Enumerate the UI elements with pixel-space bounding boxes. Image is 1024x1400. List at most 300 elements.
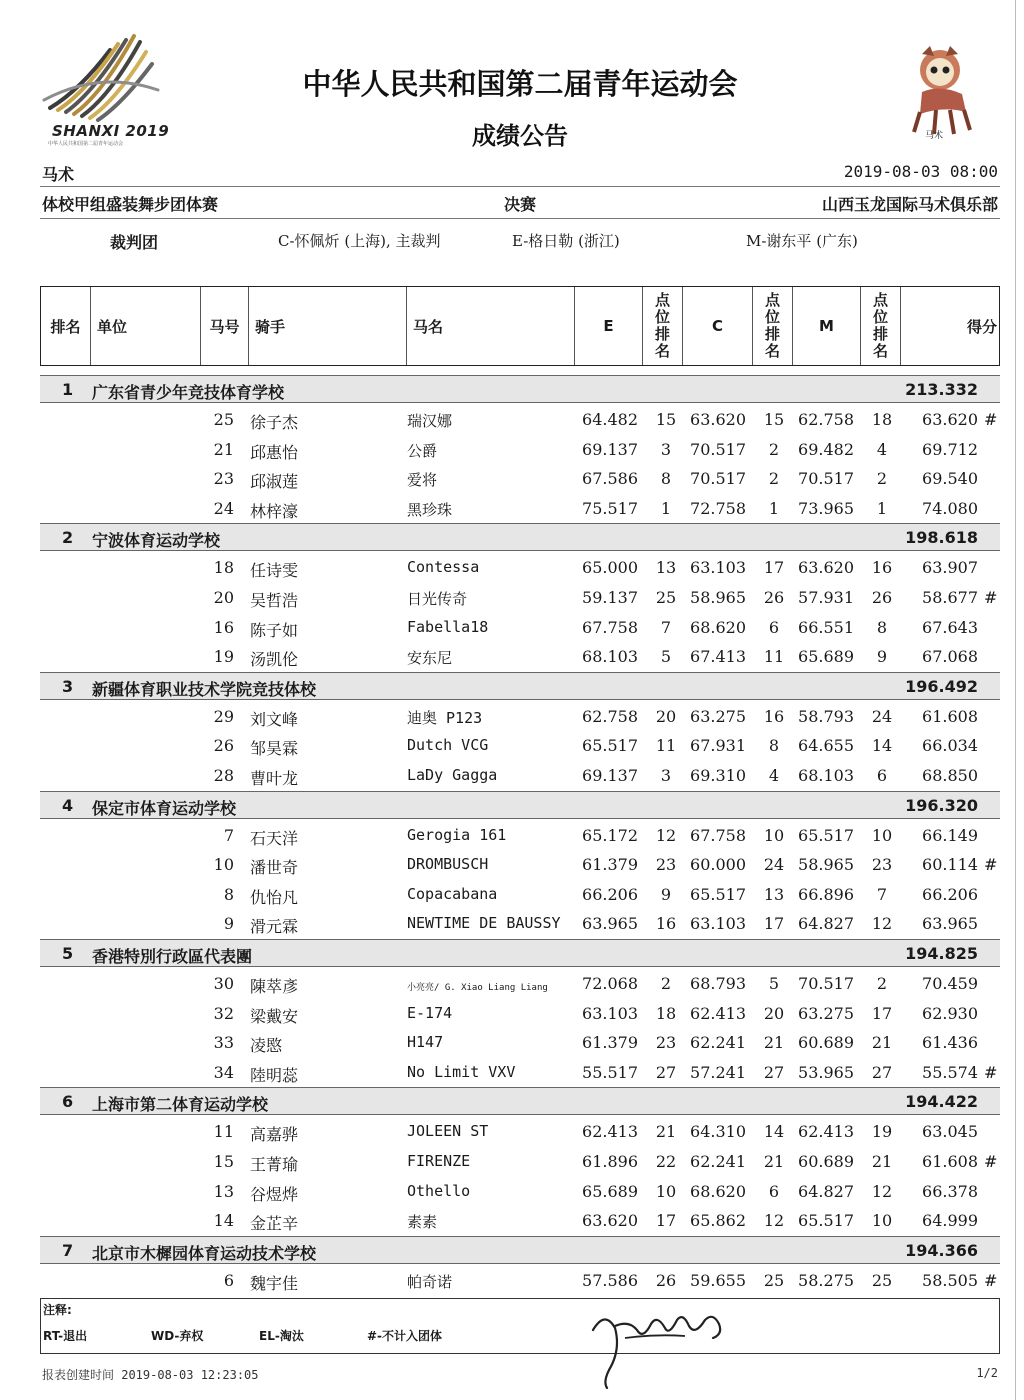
horse-number: 19	[213, 647, 234, 667]
score-c: 68.620	[690, 617, 746, 637]
rank-c: 10	[763, 825, 785, 845]
score-c: 68.620	[690, 1181, 746, 1201]
horse-number: 16	[213, 617, 234, 637]
notes-title: 注释:	[43, 1303, 72, 1317]
score-e: 61.379	[582, 855, 638, 875]
rank-c: 13	[763, 884, 785, 904]
score-c: 65.862	[690, 1211, 746, 1231]
rank-c: 16	[763, 706, 785, 726]
final-score: 66.034	[922, 736, 978, 756]
team-total: 196.492	[905, 676, 978, 696]
page-title: 中华人民共和国第二届青年运动会	[302, 67, 738, 101]
score-m: 63.620	[798, 558, 854, 578]
page-number: 1/2	[976, 1366, 998, 1380]
final-score: 66.206	[922, 884, 978, 904]
rank-e: 11	[655, 736, 677, 756]
score-e: 65.000	[582, 558, 638, 578]
rank-c: 8	[768, 736, 780, 756]
horse-name: FIRENZE	[407, 1152, 471, 1170]
col-rank: 排名	[41, 287, 91, 365]
drop-flag: #	[984, 588, 998, 607]
rider-name: 陸明蕊	[250, 1065, 299, 1085]
score-e: 65.689	[582, 1181, 638, 1201]
final-score: 66.149	[922, 825, 978, 845]
notes-box	[40, 1298, 1000, 1354]
score-m: 70.517	[798, 469, 854, 489]
score-e: 67.758	[582, 617, 638, 637]
score-e: 59.137	[582, 588, 638, 607]
team-unit: 宁波体育运动学校	[92, 531, 221, 551]
rider-name: 林梓濠	[250, 501, 299, 521]
score-e: 69.137	[582, 766, 638, 785]
score-c: 64.310	[690, 1122, 746, 1142]
score-e: 61.896	[582, 1152, 638, 1171]
rider-name: 刘文峰	[250, 709, 299, 729]
horse-number: 33	[213, 1033, 234, 1053]
horse-number: 25	[213, 410, 234, 429]
horse-name: Copacabana	[407, 884, 498, 903]
horse-number: 26	[213, 736, 234, 756]
rank-c: 17	[763, 914, 785, 934]
rider-name: 凌愍	[250, 1036, 283, 1056]
score-m: 62.758	[798, 410, 854, 429]
rank-e: 10	[655, 1181, 677, 1201]
score-c: 58.965	[690, 588, 746, 607]
score-c: 57.241	[690, 1062, 746, 1082]
horse-name: H147	[407, 1033, 444, 1052]
page-subtitle: 成绩公告	[472, 122, 568, 150]
rank-e: 16	[655, 914, 677, 934]
horse-number: 28	[213, 766, 234, 785]
team-total: 194.422	[905, 1092, 978, 1112]
score-c: 65.517	[690, 884, 746, 904]
rider-row	[40, 761, 1000, 790]
note-hash: #-不计入团体	[367, 1329, 443, 1343]
page-edge	[1015, 0, 1016, 1400]
rank-c: 14	[763, 1122, 785, 1142]
rider-row	[40, 1147, 1000, 1176]
rank-e: 3	[660, 766, 672, 785]
final-score: 74.080	[922, 498, 978, 518]
horse-number: 8	[223, 884, 234, 904]
col-horse-no: 马号	[201, 287, 249, 365]
horse-number: 24	[213, 498, 234, 518]
rider-row	[40, 613, 1000, 642]
score-e: 65.172	[582, 825, 638, 845]
mascot-icon	[900, 40, 980, 140]
horse-number: 30	[213, 974, 234, 993]
rider-name: 魏宇佳	[250, 1273, 299, 1293]
horse-name: JOLEEN ST	[407, 1122, 489, 1141]
rank-m: 21	[871, 1152, 893, 1171]
rank-c: 12	[763, 1211, 785, 1231]
final-score: 63.965	[922, 914, 978, 934]
horse-name: Contessa	[407, 558, 480, 577]
rider-name: 潘世奇	[250, 858, 299, 878]
score-m: 65.517	[798, 1211, 854, 1231]
note-wd: WD-弃权	[151, 1329, 204, 1343]
rank-m: 19	[871, 1122, 893, 1142]
rank-c: 5	[768, 974, 780, 993]
score-c: 67.413	[690, 647, 746, 667]
final-score: 67.643	[922, 617, 978, 637]
score-m: 62.413	[798, 1122, 854, 1142]
rank-c: 6	[768, 617, 780, 637]
horse-name: 瑞汉娜	[407, 412, 453, 430]
score-e: 65.517	[582, 736, 638, 756]
rank-e: 9	[660, 884, 672, 904]
rider-name: 汤凯伦	[250, 650, 299, 670]
col-horse: 马名	[407, 287, 575, 365]
horse-number: 13	[213, 1181, 234, 1201]
rank-m: 26	[871, 588, 893, 607]
rider-row	[40, 642, 1000, 671]
rider-row	[40, 1177, 1000, 1206]
rider-row	[40, 583, 1000, 612]
rank-c: 15	[763, 410, 785, 429]
team-row	[40, 939, 1000, 967]
rank-e: 12	[655, 825, 677, 845]
final-score: 61.436	[922, 1033, 978, 1053]
rank-m: 2	[876, 974, 888, 993]
rider-name: 徐子杰	[250, 413, 299, 432]
score-m: 69.482	[798, 439, 854, 459]
horse-name: DROMBUSCH	[407, 855, 489, 874]
logo-text: SHANXI 2019	[52, 122, 170, 140]
score-m: 60.689	[798, 1152, 854, 1171]
score-c: 69.310	[690, 766, 746, 785]
final-score: 60.114	[922, 855, 978, 875]
score-c: 72.758	[690, 498, 746, 518]
col-c: C	[683, 287, 753, 365]
final-score: 63.907	[922, 558, 978, 578]
score-m: 63.275	[798, 1003, 854, 1023]
horse-number: 14	[213, 1211, 234, 1231]
horse-name: 小亮亮/ G. Xiao Liang Liang	[407, 983, 548, 993]
team-row	[40, 523, 1000, 551]
score-e: 63.620	[582, 1211, 638, 1231]
score-e: 68.103	[582, 647, 638, 667]
team-rank: 2	[62, 528, 74, 548]
final-score: 61.608	[922, 1152, 978, 1171]
rank-e: 23	[655, 855, 677, 875]
rider-name: 邱淑莲	[250, 472, 299, 492]
col-m: M	[793, 287, 861, 365]
logo-subtext: 中华人民共和国第二届青年运动会	[48, 141, 124, 147]
rank-e: 25	[655, 588, 677, 607]
final-score: 55.574	[922, 1062, 978, 1082]
horse-name: Gerogia 161	[407, 825, 507, 844]
col-rider: 骑手	[249, 287, 407, 365]
rider-row	[40, 850, 1000, 879]
rank-e: 8	[660, 469, 672, 489]
divider	[40, 218, 1000, 219]
sport-name: 马术	[42, 165, 75, 184]
score-c: 63.103	[690, 558, 746, 578]
drop-flag: #	[984, 855, 998, 875]
score-e: 69.137	[582, 439, 638, 459]
team-row	[40, 1087, 1000, 1115]
final-score: 58.677	[922, 588, 978, 607]
score-e: 63.965	[582, 914, 638, 934]
rank-m: 23	[871, 855, 893, 875]
horse-number: 6	[223, 1270, 234, 1290]
horse-name: 爱将	[407, 471, 438, 490]
note-rt: RT-退出	[43, 1329, 88, 1343]
rank-e: 1	[660, 498, 672, 518]
col-c-rank: 点 位 排 名	[753, 287, 793, 365]
final-score: 64.999	[922, 1211, 978, 1231]
rank-e: 22	[655, 1152, 677, 1171]
score-m: 64.827	[798, 914, 854, 934]
rank-e: 7	[660, 617, 672, 637]
team-total: 196.320	[905, 795, 978, 815]
horse-number: 32	[213, 1003, 234, 1023]
final-score: 63.620	[922, 410, 978, 429]
team-row	[40, 1236, 1000, 1264]
rank-m: 6	[876, 766, 888, 785]
rank-m: 2	[876, 469, 888, 489]
rank-c: 17	[763, 558, 785, 578]
horse-name: No Limit VXV	[407, 1062, 516, 1081]
judges-label: 裁判团	[110, 233, 159, 252]
rank-m: 10	[871, 1211, 893, 1231]
rank-c: 27	[763, 1062, 785, 1082]
score-m: 68.103	[798, 766, 854, 785]
rider-row	[40, 553, 1000, 582]
score-c: 67.758	[690, 825, 746, 845]
score-e: 57.586	[582, 1270, 638, 1290]
rank-c: 26	[763, 588, 785, 607]
rank-m: 18	[871, 410, 893, 429]
score-m: 65.689	[798, 647, 854, 667]
rider-row	[40, 405, 1000, 434]
horse-name: Dutch VCG	[407, 736, 489, 755]
team-row	[40, 791, 1000, 819]
rider-row	[40, 999, 1000, 1028]
horse-number: 20	[213, 588, 234, 607]
rank-e: 5	[660, 647, 672, 667]
results-table	[40, 286, 1000, 366]
rank-c: 1	[768, 498, 780, 518]
team-rank: 4	[62, 795, 74, 815]
event-name: 体校甲组盛装舞步团体赛	[42, 195, 219, 214]
horse-name: 黑珍珠	[407, 500, 453, 519]
horse-number: 29	[213, 706, 234, 726]
horse-name: Othello	[407, 1181, 471, 1200]
score-m: 64.827	[798, 1181, 854, 1201]
rank-m: 8	[876, 617, 888, 637]
table-header	[40, 286, 1000, 366]
score-m: 57.931	[798, 588, 854, 607]
divider	[40, 186, 1000, 187]
drop-flag: #	[984, 1062, 998, 1082]
rider-row	[40, 494, 1000, 523]
rank-m: 1	[876, 498, 888, 518]
score-m: 65.517	[798, 825, 854, 845]
score-c: 62.241	[690, 1033, 746, 1053]
rider-row	[40, 731, 1000, 760]
rider-row	[40, 702, 1000, 731]
horse-number: 18	[213, 558, 234, 578]
team-rank: 7	[62, 1240, 74, 1260]
score-e: 63.103	[582, 1003, 638, 1023]
rider-name: 陈子如	[250, 620, 299, 640]
col-score: 得分	[966, 317, 997, 336]
team-total: 213.332	[905, 380, 978, 399]
team-unit: 香港特別行政區代表團	[92, 947, 253, 966]
score-e: 55.517	[582, 1062, 638, 1082]
horse-name: 素素	[407, 1213, 438, 1232]
horse-number: 34	[213, 1062, 234, 1082]
rider-name: 任诗雯	[250, 561, 299, 581]
event-venue: 山西玉龙国际马术俱乐部	[821, 195, 998, 214]
rider-name: 高嘉骅	[250, 1125, 299, 1145]
rider-row	[40, 435, 1000, 464]
rank-m: 12	[871, 914, 893, 934]
horse-number: 23	[213, 469, 234, 489]
final-score: 63.045	[922, 1122, 978, 1142]
judge-c: C-怀佩炘 (上海), 主裁判	[278, 232, 441, 250]
rider-row	[40, 1206, 1000, 1235]
rank-c: 25	[763, 1270, 785, 1290]
rank-m: 9	[876, 647, 888, 667]
horse-name: 公爵	[407, 441, 438, 460]
rank-e: 27	[655, 1062, 677, 1082]
score-c: 70.517	[690, 469, 746, 489]
rank-m: 10	[871, 825, 893, 845]
horse-number: 7	[223, 825, 234, 845]
rider-row	[40, 1028, 1000, 1057]
rank-e: 2	[660, 974, 672, 993]
rank-e: 17	[655, 1211, 677, 1231]
rank-c: 11	[763, 647, 785, 667]
rank-e: 15	[655, 410, 677, 429]
horse-number: 9	[223, 914, 234, 934]
drop-flag: #	[984, 1270, 998, 1290]
final-score: 61.608	[922, 706, 978, 726]
col-e-rank: 点 位 排 名	[643, 287, 683, 365]
score-m: 53.965	[798, 1062, 854, 1082]
rank-e: 21	[655, 1122, 677, 1142]
drop-flag: #	[984, 410, 998, 429]
rank-c: 24	[763, 855, 785, 875]
event-phase: 决赛	[504, 195, 537, 214]
score-c: 59.655	[690, 1270, 746, 1290]
report-created: 报表创建时间 2019-08-03 12:23:05	[42, 1368, 259, 1382]
horse-name: 迪奥 P123	[407, 708, 483, 727]
horse-name: 帕奇诺	[407, 1272, 453, 1291]
rank-m: 25	[871, 1270, 893, 1290]
rank-m: 17	[871, 1003, 893, 1023]
rider-name: 曹叶龙	[250, 769, 299, 788]
rider-row	[40, 1117, 1000, 1146]
team-total: 198.618	[905, 528, 978, 548]
rider-row	[40, 464, 1000, 493]
score-e: 61.379	[582, 1033, 638, 1053]
rank-m: 12	[871, 1181, 893, 1201]
horse-name: NEWTIME DE BAUSSY	[407, 914, 561, 933]
score-e: 75.517	[582, 498, 638, 518]
score-c: 70.517	[690, 439, 746, 459]
rider-name: 陳萃彥	[250, 977, 299, 996]
rank-m: 16	[871, 558, 893, 578]
team-rank: 6	[62, 1092, 74, 1112]
score-m: 58.793	[798, 706, 854, 726]
team-unit: 广东省青少年竞技体育学校	[92, 383, 285, 402]
score-c: 60.000	[690, 855, 746, 875]
final-score: 68.850	[922, 766, 978, 785]
score-e: 62.413	[582, 1122, 638, 1142]
score-m: 73.965	[798, 498, 854, 518]
team-rank: 1	[62, 380, 74, 399]
judge-e: E-格日勒 (浙江)	[512, 232, 620, 250]
horse-number: 11	[213, 1122, 234, 1142]
horse-name: 日光传奇	[407, 590, 468, 608]
horse-name: E-174	[407, 1003, 453, 1022]
final-score: 69.712	[922, 439, 978, 459]
rank-e: 23	[655, 1033, 677, 1053]
rank-e: 18	[655, 1003, 677, 1023]
signature	[585, 1290, 745, 1390]
score-m: 70.517	[798, 974, 854, 993]
rider-name: 石天洋	[250, 828, 299, 848]
score-m: 66.896	[798, 884, 854, 904]
final-score: 62.930	[922, 1003, 978, 1023]
rider-name: 谷煜烨	[250, 1184, 299, 1204]
rank-m: 14	[871, 736, 893, 756]
rider-name: 梁戴安	[250, 1006, 299, 1026]
final-score: 69.540	[922, 469, 978, 489]
rank-c: 2	[768, 469, 780, 489]
final-score: 66.378	[922, 1181, 978, 1201]
final-score: 58.505	[922, 1270, 978, 1290]
rank-m: 21	[871, 1033, 893, 1053]
rider-name: 仇怡凡	[250, 887, 299, 907]
team-unit: 新疆体育职业技术学院竞技体校	[92, 679, 317, 699]
score-m: 64.655	[798, 736, 854, 756]
horse-number: 21	[213, 439, 234, 459]
col-unit: 单位	[91, 287, 201, 365]
score-c: 63.275	[690, 706, 746, 726]
rank-c: 2	[768, 439, 780, 459]
rider-name: 王菁瑜	[250, 1155, 299, 1174]
rider-row	[40, 909, 1000, 938]
col-m-rank: 点 位 排 名	[861, 287, 901, 365]
rider-name: 吴哲浩	[250, 591, 299, 610]
rank-m: 7	[876, 884, 888, 904]
team-unit: 上海市第二体育运动学校	[92, 1095, 269, 1115]
rank-c: 6	[768, 1181, 780, 1201]
score-m: 66.551	[798, 617, 854, 637]
drop-flag: #	[984, 1152, 998, 1171]
score-c: 62.241	[690, 1152, 746, 1171]
score-c: 63.103	[690, 914, 746, 934]
rank-e: 20	[655, 706, 677, 726]
team-total: 194.825	[905, 944, 978, 963]
rank-c: 21	[763, 1152, 785, 1171]
rider-row	[40, 880, 1000, 909]
score-e: 64.482	[582, 410, 638, 429]
score-c: 68.793	[690, 974, 746, 993]
final-score: 67.068	[922, 647, 978, 667]
team-row	[40, 672, 1000, 700]
rider-row	[40, 1058, 1000, 1087]
score-m: 58.965	[798, 855, 854, 875]
event-datetime: 2019-08-03 08:00	[843, 162, 998, 181]
score-m: 60.689	[798, 1033, 854, 1053]
score-e: 66.206	[582, 884, 638, 904]
